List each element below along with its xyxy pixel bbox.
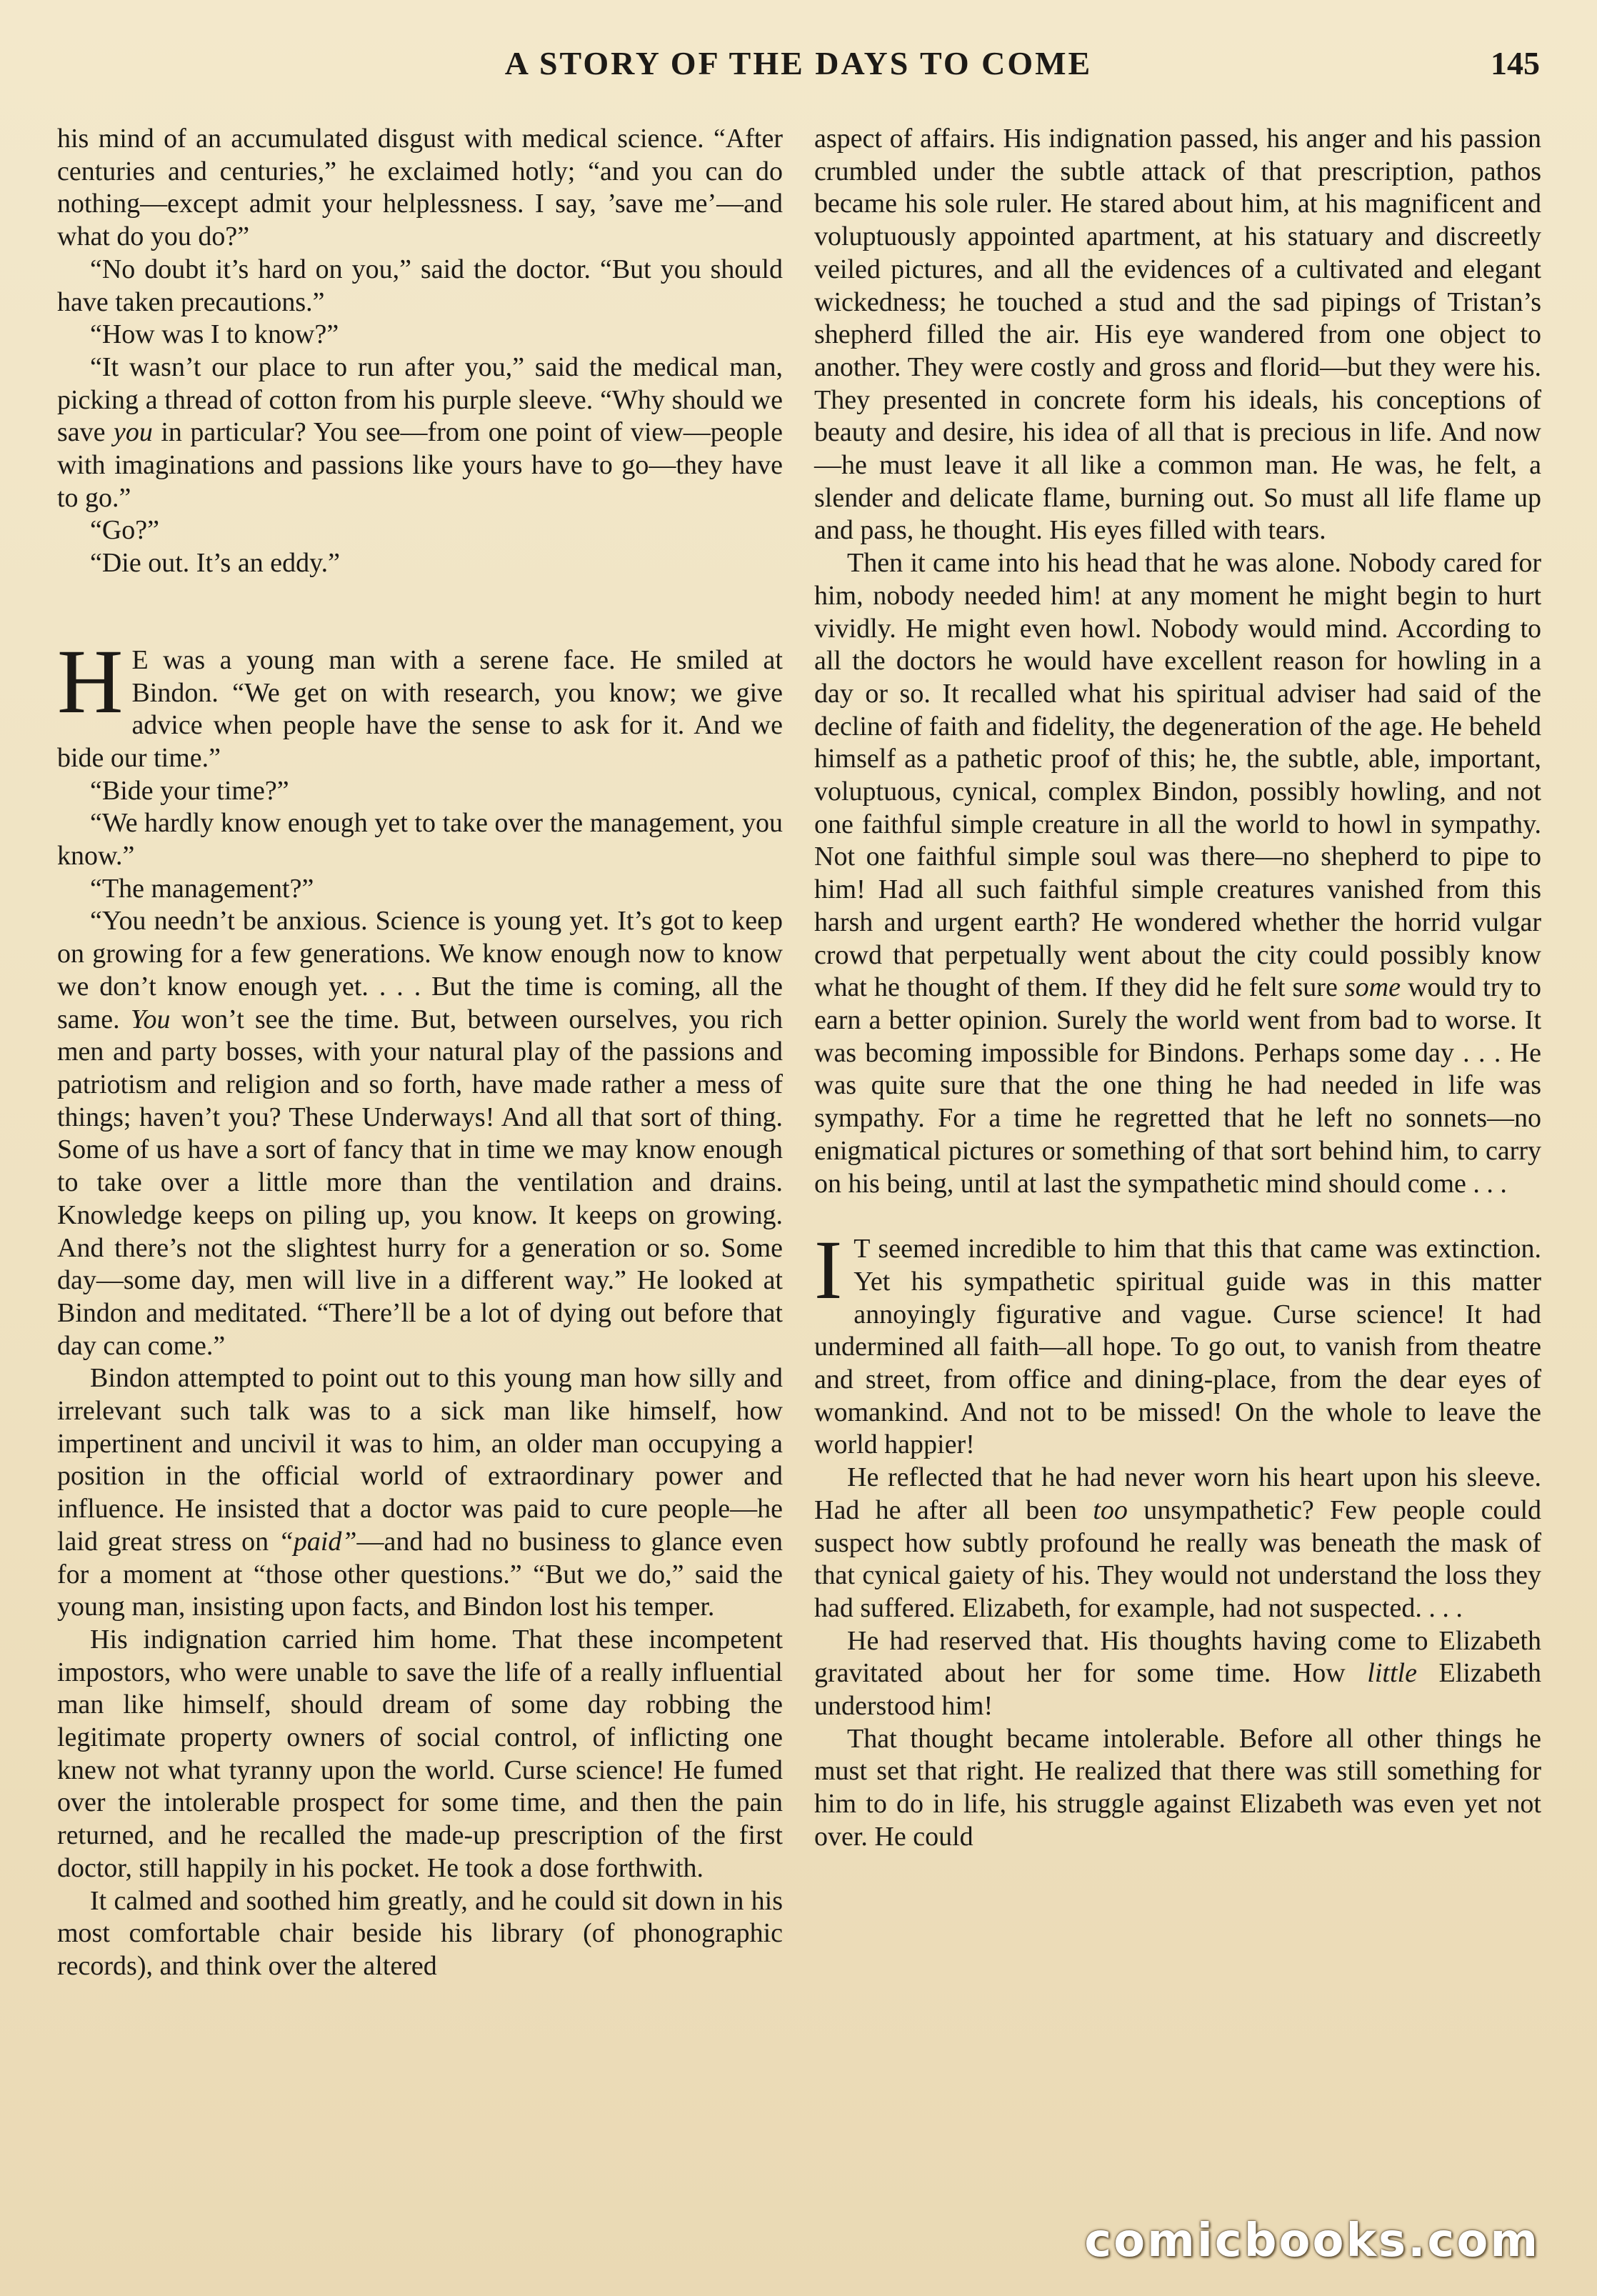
drop-cap: H (57, 630, 124, 732)
paragraph (814, 1625, 1541, 1723)
paragraph (57, 905, 783, 1362)
paragraph: “Go?” (90, 515, 160, 546)
text-span: would try to earn a better opinion. Surely the world went from bad to worse. It was becoming impossible for Bindons. Perhaps some day . . . He was quite sure that the one thing he had needed in life was sympathy. For a time he regretted that he left no sonnets—no enigmatical pictures or something of that sort behind him, to carry on his being, until at last the sympathetic mind should come . . . (814, 972, 1541, 1199)
text-span: Elizabeth understood him! (814, 1658, 1541, 1722)
paragraph: “No doubt it’s hard on you,” said the doctor. “But you should have taken precautions.” (57, 254, 783, 317)
paragraph: “Die out. It’s an eddy.” (90, 548, 340, 579)
text-span: E was a young man with a serene face. He smiled at Bindon. “We get on with research, you know; we give advice when people have the sense to ask for it. And we bide our time.” (57, 644, 783, 773)
text-span: T seemed incredible to him that this that came was extinction. Yet his sympathetic spiritual guide was in this matter annoyingly figurative and vague. Curse science! It had undermined all faith—all hope. To go out, to vanish from theatre and street, from office and dining-place, from the dear eyes of womankind. And not to be missed! On the whole to leave the world happier! (814, 1234, 1541, 1460)
running-title: A STORY OF THE DAYS TO COME (504, 45, 1093, 81)
text-span: —and had no business to glance even for a moment at “those other questions.” “But we do,” said the young man, insisting upon facts, and Bindon lost his temper. (57, 1526, 783, 1622)
text-span: He had reserved that. His thoughts having come to Elizabeth gravitated about her for some time. How (814, 1625, 1541, 1689)
italic-text: some (1344, 972, 1401, 1003)
paragraph: It calmed and soothed him greatly, and he could sit down in his most comfortable chair beside his library (of phonographic records), and think over the altered (57, 1885, 783, 1981)
text-span: Bindon attempted to point out to this young man how silly and irrelevant such talk was to a sick man like himself, how impertinent and uncivil it was to him, an older man occupying a position in the official world of extraordinary power and influence. He insisted that a doctor was paid to cure people—he laid great stress on (57, 1363, 783, 1557)
paragraph (57, 1362, 783, 1624)
paragraph: “We hardly know enough yet to take over the management, you know.” (57, 808, 783, 872)
paragraph (57, 351, 783, 515)
drop-cap: I (814, 1223, 843, 1317)
text-span: unsympathetic? Few people could suspect how subtly profound he really was beneath the mask of that cynical gaiety of his. They would not understand the loss they had suffered. Elizabeth, for example, had not suspected. . . . (814, 1494, 1541, 1623)
left-column (57, 123, 783, 1983)
paragraph: aspect of affairs. His indignation passed, his anger and his passion crumbled under the subtle attack of that prescription, pathos became his sole ruler. He stared about him, at his magnificent and voluptuously appointed apartment, at his statuary and discreetly veiled pictures, and all the evidences of a cultivated and elegant wickedness; he touched a stud and the sad pipings of Tristan’s shepherd filled the air. His eye wandered from one object to another. They were costly and gross and florid—but they were his. They presented in concrete form his ideals, his conceptions of beauty and desire, his idea of all that is precious in life. And now—he must leave it all like a common man. He was, he felt, a slender and delicate flame, burning out. So must all life flame up and pass, he thought. His eyes filled with tears. (814, 124, 1541, 546)
paragraph-with-drop-cap (814, 1223, 1541, 1462)
italic-text: You (130, 1004, 171, 1034)
paragraph: His indignation carried him home. That these incompetent impostors, who were unable to save the life of a really influential man like himself, should dream of some day robbing the legitimate property owners of social control, of inflicting one knew not what tyranny upon the world. Curse science! He fumed over the intolerable prospect for some time, and then the pain returned, and he recalled the made-up prescription of the first doctor, still happily in his pocket. He took a dose forthwith. (57, 1624, 783, 1883)
paragraph: “Bide your time?” (90, 775, 289, 806)
paragraph-with-drop-cap (57, 630, 783, 775)
paragraph (814, 547, 1541, 1200)
text-span: He reflected that he had never worn his heart upon his sleeve. Had he after all been (814, 1462, 1541, 1525)
italic-text: “paid” (278, 1526, 357, 1557)
page-number: 145 (1491, 45, 1540, 81)
section-break (57, 580, 783, 644)
text-span: “You needn’t be anxious. Science is young yet. It’s got to keep on growing for a few generations. We know enough now to know we don’t know enough yet. . . . But the time is coming, all the same. (57, 906, 783, 1034)
watermark: comicbooks.com (1084, 2215, 1540, 2267)
italic-text: little (1367, 1658, 1417, 1689)
paragraph: his mind of an accumulated disgust with medical science. “After centuries and centuries,” he exclaimed hotly; “and you can do nothing—except admit your helplessness. I say, ’save me’—and what do you do?” (57, 124, 783, 252)
paragraph: “The management?” (90, 873, 314, 904)
text-span: in particular? You see—from one point of view—people with imaginations and passions like yours have to go—they have to go.” (57, 417, 783, 513)
text-span: Then it came into his head that he was alone. Nobody cared for him, nobody needed him! at any moment he might begin to hurt vividly. He might even howl. Nobody would mind. According to all the doctors he would have excellent reason for howling in a day or so. It recalled what his spiritual adviser had said of the decline of faith and fidelity, the degeneration of the age. He beheld himself as a pathetic proof of this; he, the subtle, able, important, voluptuous, cynical, complex Bindon, possibly howling, and not one faithful simple creature in all the world to howl in sympathy. Not one faithful simple soul was there—no shepherd to pipe to him! Had all such faithful simple creatures vanished from this harsh and urgent earth? He wondered whether the horrid vulgar crowd that perpetually went about the city could possibly know what he thought of them. If they did he felt sure (814, 548, 1541, 1003)
page-header (0, 44, 1597, 94)
section-break (814, 1200, 1541, 1233)
paragraph (814, 1462, 1541, 1625)
paragraph: That thought became intolerable. Before all other things he must set that right. He realized that there was still something for him to do in life, his struggle against Elizabeth was even yet not over. He could (814, 1723, 1541, 1852)
text-span: won’t see the time. But, between ourselves, you rich men and party bosses, with your natural play of the passions and patriotism and religion and so forth, have made rather a mess of things; haven’t you? These Underways! And all that sort of thing. Some of us have a sort of fancy that in time we may know enough to take over a little more than the ventilation and drains. Knowledge keeps on piling up, you know. It keeps on growing. And there’s not the slightest hurry for a generation or so. Some day—some day, men will live in a different way.” He looked at Bindon and meditated. “There’ll be a lot of dying out before that day can come.” (57, 1004, 784, 1361)
text-span: “It wasn’t our place to run after you,” said the medical man, picking a thread of cotton from his purple sleeve. “Why should we save (57, 351, 783, 448)
italic-text: too (1093, 1494, 1128, 1525)
italic-text: you (113, 417, 153, 448)
paragraph: “How was I to know?” (90, 319, 339, 350)
right-column (814, 123, 1541, 1854)
